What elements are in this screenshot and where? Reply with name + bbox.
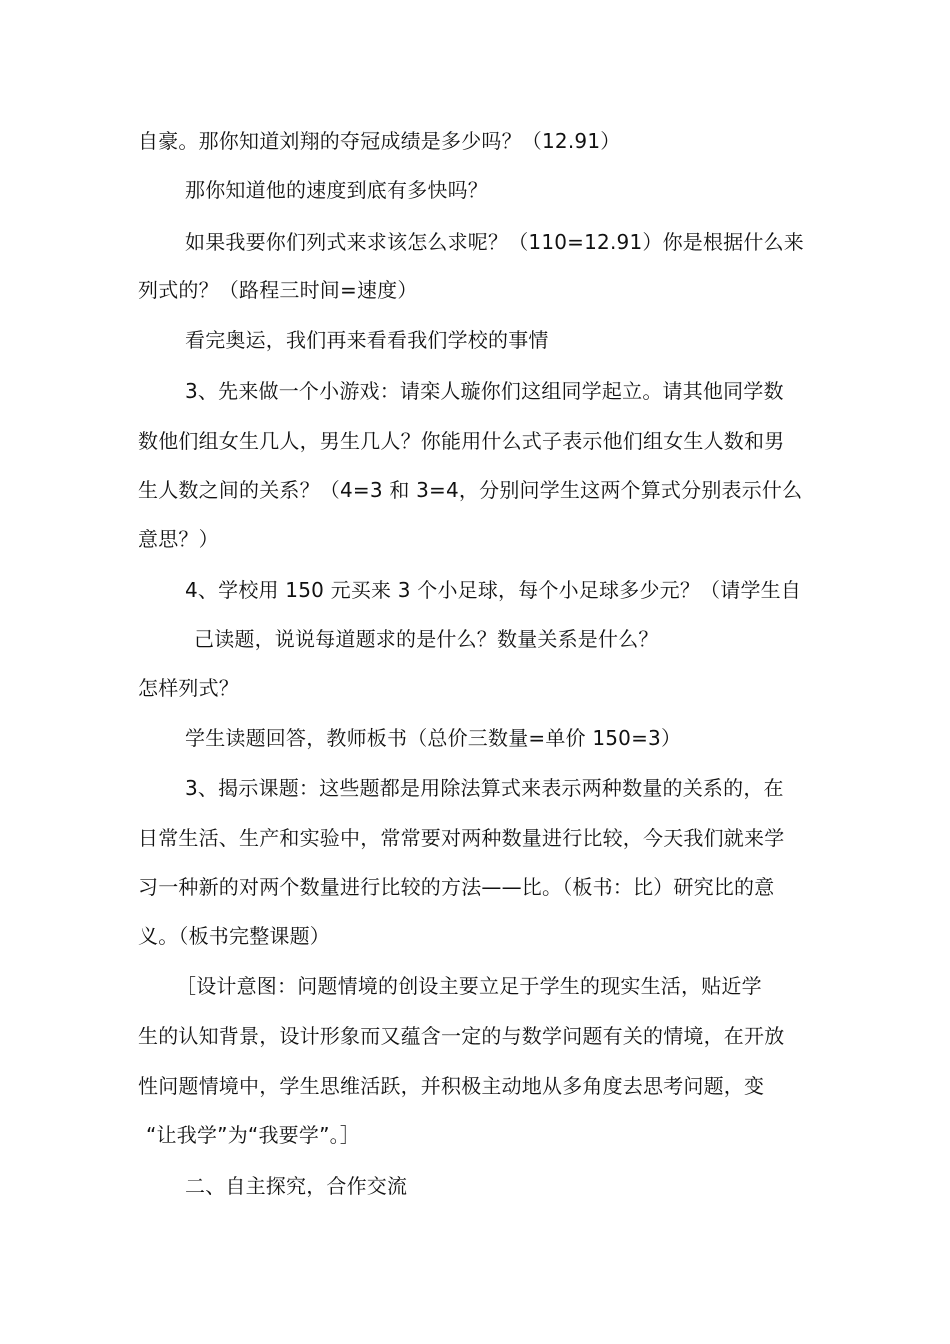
text-line: 数他们组女生几人，男生几人？你能用什么式子表示他们组女生人数和男 (138, 429, 785, 453)
text-line: 习一种新的对两个数量进行比较的方法——比。（板书：比）研究比的意 (138, 875, 775, 899)
text-line: 生人数之间的关系？（4=3 和 3=4，分别问学生这两个算式分别表示什么 (138, 478, 803, 502)
text-line: 怎样列式？ (138, 676, 239, 700)
text-line: 性问题情境中，学生思维活跃，并积极主动地从多角度去思考问题，变 (138, 1074, 765, 1098)
text-line: 如果我要你们列式来求该怎么求呢？（110=12.91）你是根据什么来 (185, 230, 804, 254)
text-line: 学生读题回答，教师板书（总价三数量=单价 150=3） (185, 726, 682, 750)
text-line: ［设计意图：问题情境的创设主要立足于学生的现实生活，贴近学 (176, 974, 762, 998)
text-line: 自豪。那你知道刘翔的夺冠成绩是多少吗？（12.91） (138, 129, 621, 153)
text-line: 义。（板书完整课题） (138, 924, 330, 948)
text-line: 意思？） (138, 527, 219, 551)
text-line: 3、先来做一个小游戏：请栾人璇你们这组同学起立。请其他同学数 (185, 379, 784, 403)
text-line: 3、揭示课题：这些题都是用除法算式来表示两种数量的关系的，在 (185, 776, 784, 800)
text-line: 那你知道他的速度到底有多快吗？ (185, 178, 488, 202)
text-line: 日常生活、生产和实验中，常常要对两种数量进行比较，今天我们就来学 (138, 826, 785, 850)
text-line: 列式的？（路程三时间=速度） (138, 278, 418, 302)
text-line: “让我学”为“我要学”。］ (146, 1123, 361, 1147)
section-heading: 二、自主探究，合作交流 (185, 1174, 408, 1198)
text-line: 生的认知背景，设计形象而又蕴含一定的与数学问题有关的情境，在开放 (138, 1024, 785, 1048)
text-line: 己读题，说说每道题求的是什么？数量关系是什么？ (194, 627, 659, 651)
text-line: 4、学校用 150 元买来 3 个小足球，每个小足球多少元？（请学生自 (185, 578, 802, 602)
text-line: 看完奥运，我们再来看看我们学校的事情 (185, 328, 549, 352)
